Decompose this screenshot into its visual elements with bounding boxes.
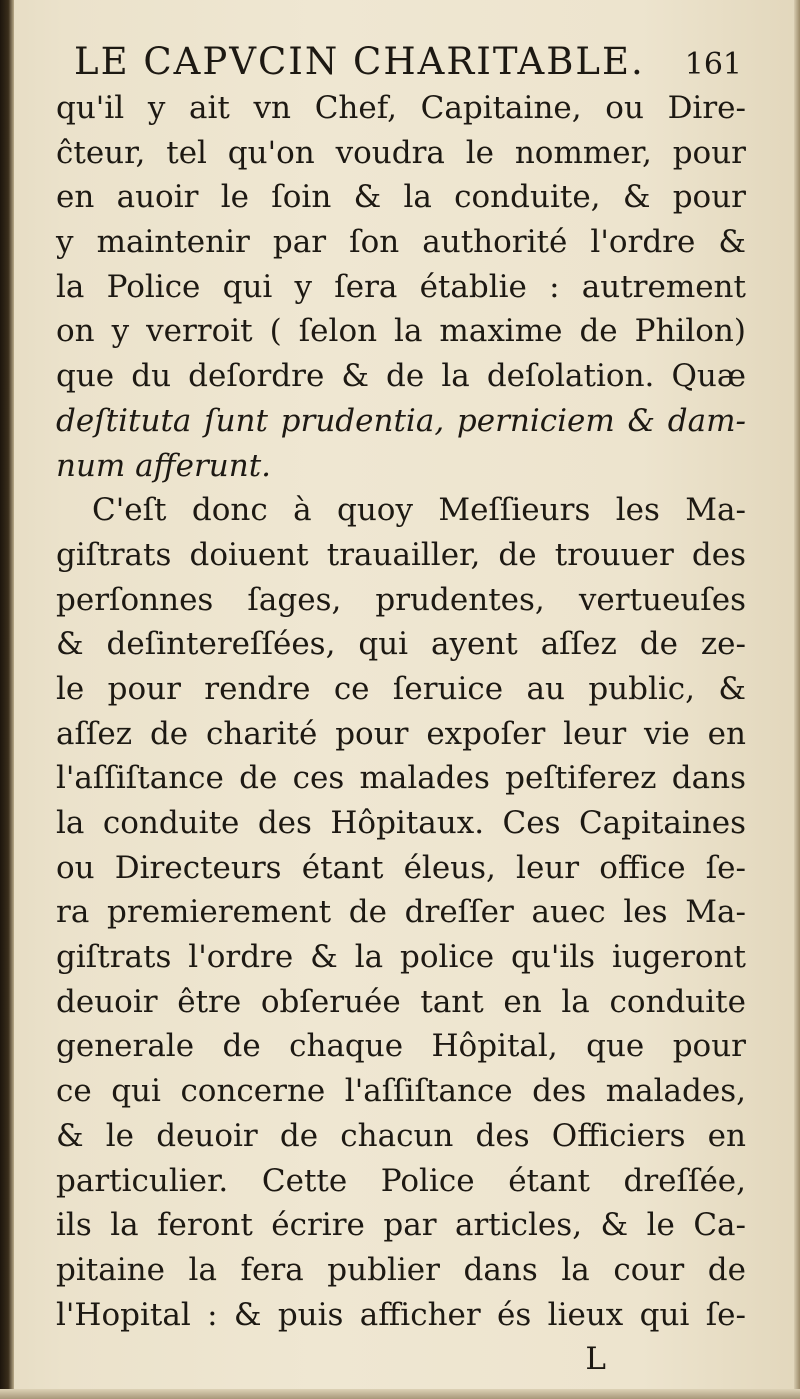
signature-mark-row	[56, 1337, 746, 1381]
binding-gutter	[0, 0, 14, 1399]
text-line: particulier. Cette Police étant dreſſée,	[56, 1162, 746, 1199]
text-line: y maintenir par ſon authorité l'ordre &	[56, 224, 746, 261]
latin-quotation-line: deſtituta ſunt prudentia, perniciem & dam-	[56, 402, 746, 439]
text-line: deuoir être obſeruée tant en la conduite	[56, 983, 746, 1020]
paragraph-start-line: C'eſt donc à quoy Meſſieurs les Ma-	[92, 492, 746, 529]
text-line: aſſez de charité pour expoſer leur vie en	[56, 715, 746, 752]
text-line: le pour rendre ce ſeruice au public, &	[56, 670, 746, 707]
page-edge-right	[794, 0, 800, 1399]
signature-mark: L	[585, 1341, 606, 1378]
page-number: 161	[684, 47, 742, 82]
text-line: ĉteur, tel qu'on voudra le nommer, pour	[56, 134, 746, 171]
latin-quotation-line: num afferunt.	[56, 447, 272, 484]
text-line: ra premierement de dreſſer auec les Ma-	[56, 894, 746, 931]
text-block	[56, 40, 746, 1381]
text-line: que du deſordre & de la deſolation. Quæ	[56, 358, 746, 395]
text-line: ils la feront écrire par articles, & le Ca-	[56, 1207, 746, 1244]
text-line: la Police qui y ſera établie : autrement	[56, 268, 746, 305]
text-line: on y verroit ( ſelon la maxime de Philon)	[56, 313, 746, 350]
text-line: & le deuoir de chacun des Officiers en	[56, 1117, 746, 1154]
text-line: & deſintereſſées, qui ayent aſſez de ze-	[56, 626, 746, 663]
running-head-title: LE CAPVCIN CHARITABLE.	[74, 40, 645, 83]
text-line: la conduite des Hôpitaux. Ces Capitaines	[56, 805, 746, 841]
text-line: giſtrats l'ordre & la police qu'ils iugeront	[56, 939, 746, 976]
text-line: perſonnes ſages, prudentes, vertueuſes	[56, 581, 746, 618]
text-line: qu'il y ait vn Chef, Capitaine, ou Dire-	[56, 90, 746, 126]
running-head	[56, 40, 746, 86]
text-line: ou Directeurs étant éleus, leur office ſe-	[56, 849, 746, 886]
text-line: en auoir le ſoin & la conduite, & pour	[56, 179, 746, 216]
text-line: l'aſſiſtance de ces malades peſtiferez dans	[56, 760, 746, 797]
page-edge-bottom	[0, 1389, 800, 1399]
text-line: ce qui concerne l'aſſiſtance des malades,	[56, 1073, 746, 1110]
text-line: l'Hopital : & puis afficher és lieux qui ſe-	[56, 1296, 746, 1333]
text-line: giſtrats doiuent trauailler, de trouuer des	[56, 536, 746, 573]
text-line: pitaine la fera publier dans la cour de	[56, 1251, 746, 1288]
text-line: generale de chaque Hôpital, que pour	[56, 1028, 746, 1065]
